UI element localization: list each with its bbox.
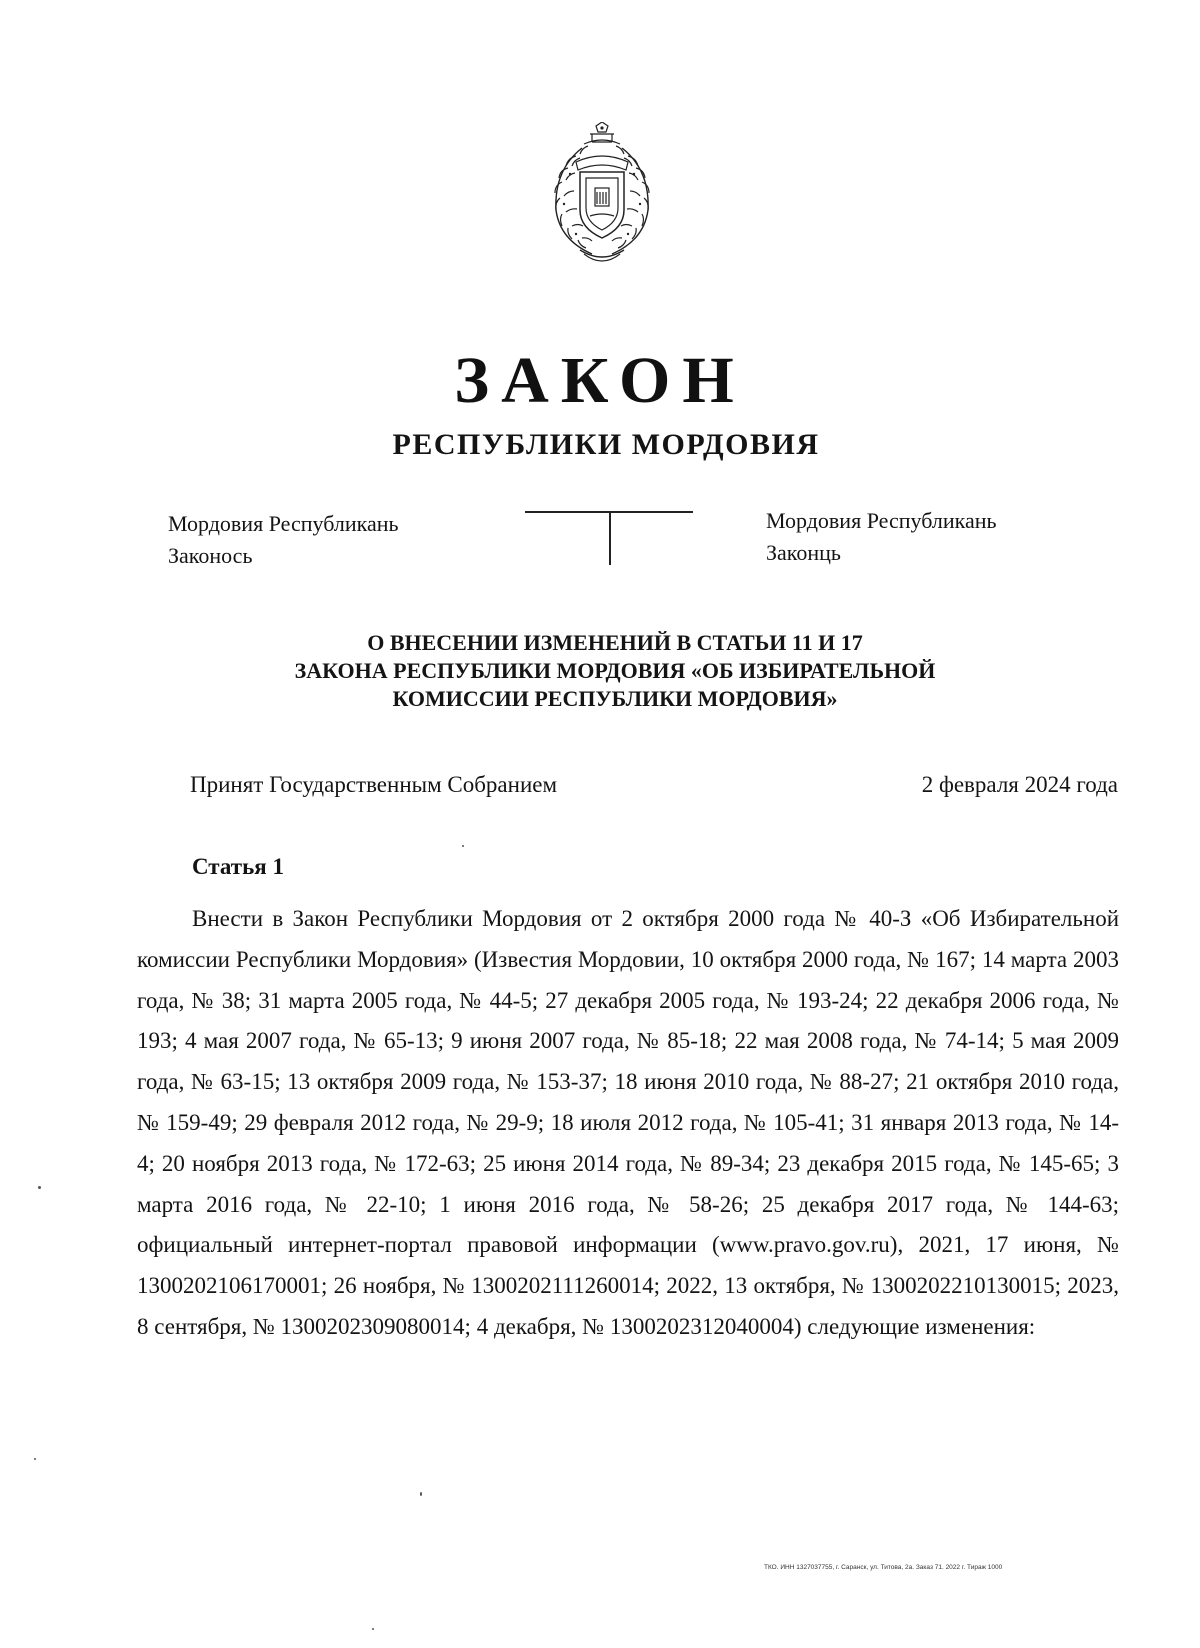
law-heading [0,629,1200,713]
article-title: Статья 1 [192,854,284,879]
right-corner-block [766,505,997,569]
scan-speck [34,1458,36,1460]
article-body: Внести в Закон Республики Мордовия от 2 октября 2000 года № 40-З «Об Избирательной комиссии Республики Мордовия» (Известия Мордовии, 10 октября 2000 года, № 167; 14 марта 2003 года, № 38; 31 марта 2005 года, № 44-5; 27 декабря 2005 года, № 193-24; 22 декабря 2006 года, № 193; 4 мая 2007 года, № 65-13; 9 июня 2007 года, № 85-18; 22 мая 2008 года, № 74-14; 5 мая 2009 года, № 63-15; 13 октября 2009 года, № 153-37; 18 июня 2010 года, № 88-27; 21 октября 2010 года, № 159-49; 29 февраля 2012 года, № 29-9; 18 июля 2012 года, № 105-41; 31 января 2013 года, № 14-4; 20 ноября 2013 года, № 172-63; 25 июня 2014 года, № 89-34; 23 декабря 2015 года, № 145-65; 3 марта 2016 года, № 22-10; 1 июня 2016 года, № 58-26; 25 декабря 2017 года, № 144-63; официальный интернет-портал правовой информации (www.pravo.gov.ru), 2021, 17 июня, № 1300202106170001; 26 ноября, № 1300202111260014; 2022, 13 октября, № 1300202210130015; 2023, 8 сентября, № 1300202309080014; 4 декабря, № 1300202312040004) следующие изменения: [137,906,1119,1339]
printer-imprint: ТКО. ИНН 1327037755, г. Саранск, ул. Титова, 2а. Заказ 71. 2022 г. Тираж 1000 [764,1564,1003,1571]
left-corner-line-1: Мордовия Республикань [168,511,399,536]
header-separator [525,511,693,567]
scan-speck [462,845,464,847]
right-corner-line-2: Законць [766,540,841,565]
law-heading-line-1: О ВНЕСЕНИИ ИЗМЕНЕНИЙ В СТАТЬИ 11 И 17 [367,630,863,655]
scan-speck [372,1628,374,1630]
adopted-date: 2 февраля 2024 года [921,772,1118,797]
law-heading-line-2: ЗАКОНА РЕСПУБЛИКИ МОРДОВИЯ «ОБ ИЗБИРАТЕЛЬНОЙ [294,658,936,683]
law-title: ЗАКОН [454,344,746,417]
left-corner-line-2: Законось [168,543,253,568]
law-subtitle: РЕСПУБЛИКИ МОРДОВИЯ [392,428,820,461]
scan-speck [420,1492,422,1496]
adopted-by: Принят Государственным Собранием [190,772,558,797]
law-heading-line-3: КОМИССИИ РЕСПУБЛИКИ МОРДОВИЯ» [392,686,838,711]
left-corner-block [168,508,399,572]
right-corner-line-1: Мордовия Республикань [766,508,997,533]
coat-of-arms-icon [540,122,664,268]
scan-speck [38,1186,41,1189]
separator-vertical-line [609,511,611,565]
